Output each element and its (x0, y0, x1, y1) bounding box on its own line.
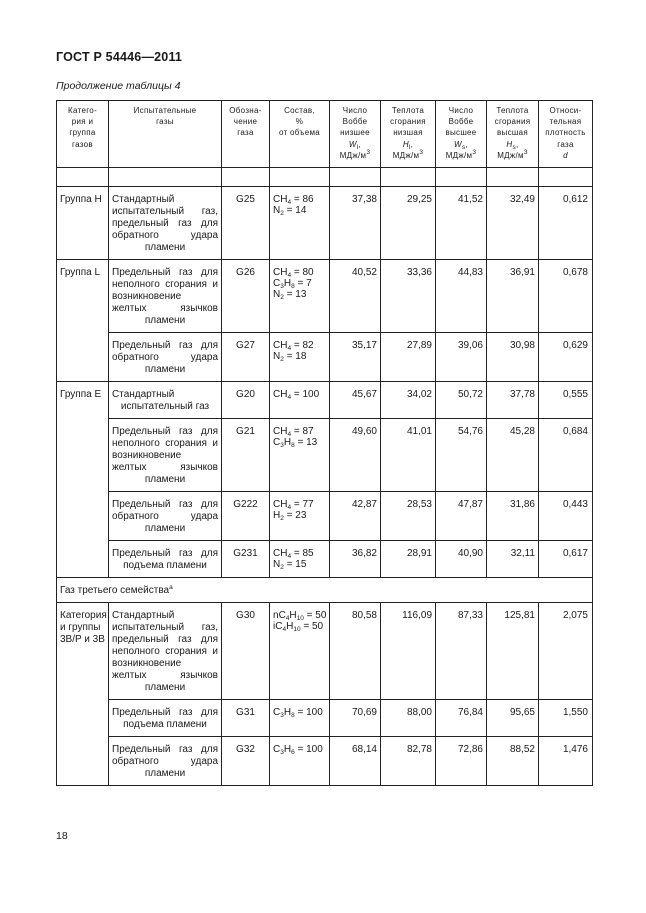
category-cell: Группа E (57, 382, 109, 578)
category-cell: Группа H (57, 187, 109, 260)
table-body (57, 187, 593, 786)
density-cell: 0,629 (539, 333, 593, 382)
composition-cell: $CH_4 = 82$ $N_2 = 18$ (270, 333, 330, 382)
header-cell: Состав, % от объема (270, 101, 330, 168)
wobbe-lower-cell: 42,87 (330, 492, 381, 541)
composition-cell: $CH_4 = 77$ $H_2 = 23$ (270, 492, 330, 541)
wobbe-lower-cell: 37,38 (330, 187, 381, 260)
heat-lower-cell: 41,01 (381, 419, 436, 492)
wobbe-upper-cell: 41,52 (436, 187, 487, 260)
section-title: Газ третьего семейства$^a$ (57, 578, 593, 603)
wobbe-upper-cell: 76,84 (436, 700, 487, 737)
header-cell: Испытательные газы (109, 101, 222, 168)
table-row (57, 603, 593, 700)
heat-upper-cell: 30,98 (487, 333, 539, 382)
gas-code-cell: G27 (222, 333, 270, 382)
gas-name-cell: Предельный газ для обратного удара пламени (109, 333, 222, 382)
gas-name-cell: Предельный газ для обратного удара пламени (109, 492, 222, 541)
table-row (57, 419, 593, 492)
header-cell: Относи- тельная плотность газа d (539, 101, 593, 168)
heat-upper-cell: 32,49 (487, 187, 539, 260)
density-cell: 0,678 (539, 260, 593, 333)
heat-lower-cell: 34,02 (381, 382, 436, 419)
gas-code-cell: G222 (222, 492, 270, 541)
document-code: ГОСТ Р 54446—2011 (56, 50, 183, 64)
wobbe-upper-cell: 40,90 (436, 541, 487, 578)
density-cell: 1,476 (539, 737, 593, 786)
wobbe-lower-cell: 36,82 (330, 541, 381, 578)
wobbe-upper-cell: 47,87 (436, 492, 487, 541)
density-cell: 0,443 (539, 492, 593, 541)
gas-code-cell: G231 (222, 541, 270, 578)
wobbe-lower-cell: 45,67 (330, 382, 381, 419)
heat-upper-cell: 31,86 (487, 492, 539, 541)
table-row (57, 333, 593, 382)
gas-code-cell: G31 (222, 700, 270, 737)
heat-lower-cell: 116,09 (381, 603, 436, 700)
wobbe-upper-cell: 54,76 (436, 419, 487, 492)
gas-name-cell: Стандартный испытательный газ (109, 382, 222, 419)
gas-name-cell: Предельный газ для подъема пламени (109, 541, 222, 578)
composition-cell: $CH_4 = 100$ (270, 382, 330, 419)
gas-name-cell: Предельный газ для неполного сгорания и возникновение желтых язычков пламени (109, 260, 222, 333)
header-spacer-row (57, 168, 593, 187)
table-header-row (57, 101, 593, 168)
gas-name-cell: Предельный газ для обратного удара пламени (109, 737, 222, 786)
composition-cell: $CH_4 = 86$ $N_2 = 14$ (270, 187, 330, 260)
table-row (57, 737, 593, 786)
heat-lower-cell: 28,91 (381, 541, 436, 578)
table-caption: Продолжение таблицы 4 (56, 80, 181, 92)
table-row (57, 260, 593, 333)
table-row (57, 700, 593, 737)
header-cell: Катего- рия и группа газов (57, 101, 109, 168)
header-cell: Число Воббе высшее $W_s$, МДж/$м^3$ (436, 101, 487, 168)
density-cell: 0,684 (539, 419, 593, 492)
heat-upper-cell: 88,52 (487, 737, 539, 786)
wobbe-upper-cell: 50,72 (436, 382, 487, 419)
heat-lower-cell: 29,25 (381, 187, 436, 260)
wobbe-upper-cell: 44,83 (436, 260, 487, 333)
gas-name-cell: Стандартный испытательный газ, предельный газ для неполного сгорания и возникновение желтых язычков пламени (109, 603, 222, 700)
wobbe-upper-cell: 87,33 (436, 603, 487, 700)
gas-code-cell: G20 (222, 382, 270, 419)
gas-name-cell: Стандартный испытательный газ, предельный газ для обратного удара пламени (109, 187, 222, 260)
density-cell: 0,617 (539, 541, 593, 578)
density-cell: 0,612 (539, 187, 593, 260)
wobbe-upper-cell: 72,86 (436, 737, 487, 786)
category-cell: Категория и группы 3B/P и 3B (57, 603, 109, 786)
heat-upper-cell: 125,81 (487, 603, 539, 700)
composition-cell: $CH_4 = 80$ $C_3H_8 = 7$ $N_2 = 13$ (270, 260, 330, 333)
heat-lower-cell: 27,89 (381, 333, 436, 382)
composition-cell: $CH_4 = 85$ $N_2 = 15$ (270, 541, 330, 578)
density-cell: 0,555 (539, 382, 593, 419)
section-row (57, 578, 593, 603)
gas-name-cell: Предельный газ для подъема пламени (109, 700, 222, 737)
composition-cell: $CH_4 = 87$ $C_3H_8 = 13$ (270, 419, 330, 492)
wobbe-lower-cell: 80,58 (330, 603, 381, 700)
gas-code-cell: G21 (222, 419, 270, 492)
wobbe-lower-cell: 49,60 (330, 419, 381, 492)
page-number: 18 (56, 830, 68, 842)
wobbe-upper-cell: 39,06 (436, 333, 487, 382)
density-cell: 1,550 (539, 700, 593, 737)
heat-lower-cell: 88,00 (381, 700, 436, 737)
header-cell: Число Воббе низшее $W_l$, МДж/$м^3$ (330, 101, 381, 168)
table-row (57, 541, 593, 578)
heat-lower-cell: 82,78 (381, 737, 436, 786)
table-row (57, 382, 593, 419)
heat-upper-cell: 95,65 (487, 700, 539, 737)
composition-cell: $nC_4H_{10} = 50$ $iC_4H_{10} = 50$ (270, 603, 330, 700)
gas-code-cell: G30 (222, 603, 270, 700)
gas-code-cell: G25 (222, 187, 270, 260)
gas-code-cell: G26 (222, 260, 270, 333)
header-cell: Теплота сгорания низшая $H_l$, МДж/$м^3$ (381, 101, 436, 168)
heat-upper-cell: 37,78 (487, 382, 539, 419)
wobbe-lower-cell: 40,52 (330, 260, 381, 333)
composition-cell: $C_3H_8 = 100$ (270, 700, 330, 737)
heat-lower-cell: 33,36 (381, 260, 436, 333)
heat-upper-cell: 45,28 (487, 419, 539, 492)
category-cell: Группа L (57, 260, 109, 382)
wobbe-lower-cell: 68,14 (330, 737, 381, 786)
wobbe-lower-cell: 70,69 (330, 700, 381, 737)
wobbe-lower-cell: 35,17 (330, 333, 381, 382)
gas-table (56, 100, 593, 786)
heat-lower-cell: 28,53 (381, 492, 436, 541)
table-row (57, 492, 593, 541)
composition-cell: $C_3H_6 = 100$ (270, 737, 330, 786)
gas-name-cell: Предельный газ для неполного сгорания и возникновение желтых язычков пламени (109, 419, 222, 492)
gas-code-cell: G32 (222, 737, 270, 786)
heat-upper-cell: 32,11 (487, 541, 539, 578)
density-cell: 2,075 (539, 603, 593, 700)
heat-upper-cell: 36,91 (487, 260, 539, 333)
header-cell: Теплота сгорания высшая $H_s$, МДж/$м^3$ (487, 101, 539, 168)
table-row (57, 187, 593, 260)
header-cell: Обозна- чение газа (222, 101, 270, 168)
